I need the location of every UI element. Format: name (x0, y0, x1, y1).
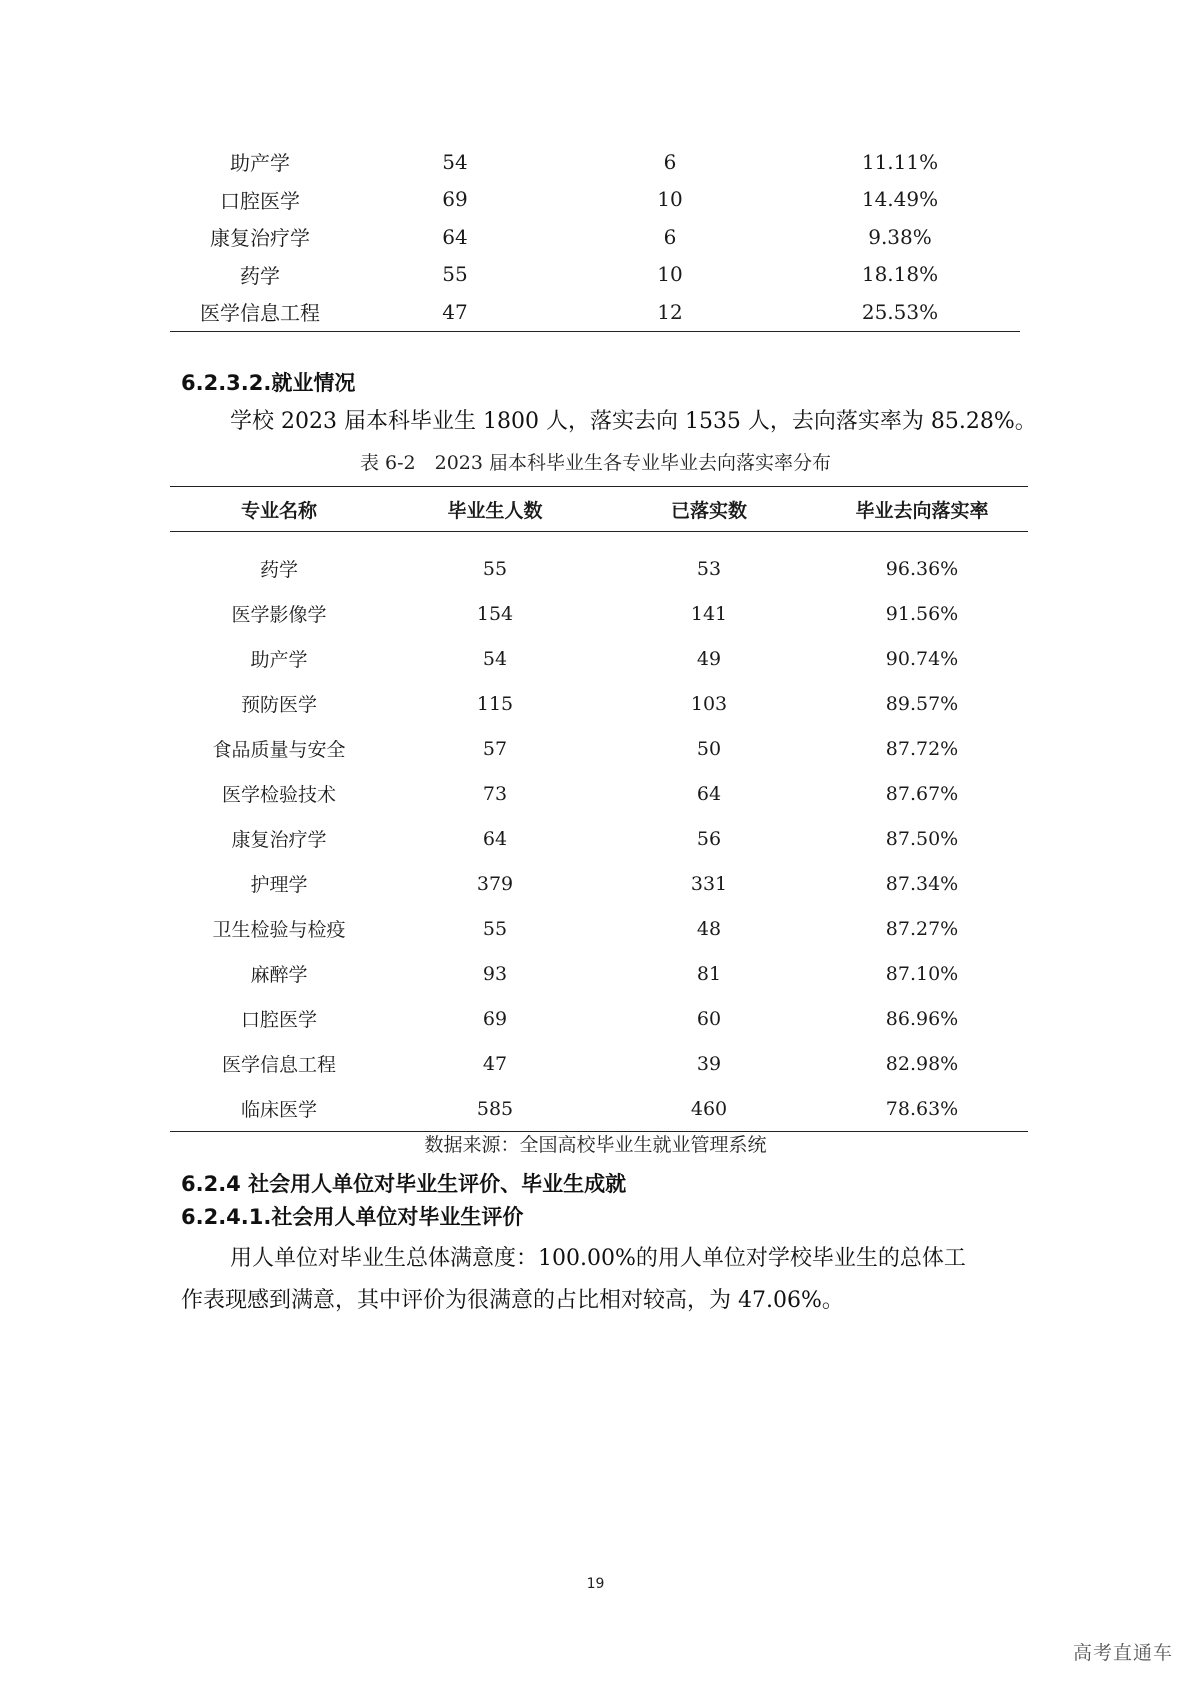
table-row (170, 1041, 1028, 1086)
table-row (170, 218, 1020, 256)
table-row (170, 861, 1028, 906)
table-row (170, 293, 1020, 331)
table-header (170, 487, 1028, 532)
rate-cell: 9.38% (868, 224, 932, 249)
rate-cell: 78.63% (816, 1086, 1028, 1132)
major-name-cell: 食品质量与安全 (212, 739, 346, 761)
rate-cell: 87.27% (885, 917, 959, 940)
table-row (170, 816, 1028, 861)
data-source-note: 数据来源：全国高校毕业生就业管理系统 (424, 1134, 767, 1156)
rate-cell: 86.96% (885, 1007, 959, 1030)
rate-cell: 87.67% (885, 782, 959, 805)
placed-cell: 141 (690, 602, 728, 625)
placed-cell: 53 (696, 557, 722, 580)
placed-cell: 103 (690, 692, 728, 715)
rate-cell: 18.18% (861, 262, 939, 287)
graduates-cell: 379 (476, 872, 514, 895)
rate-cell: 87.50% (885, 827, 959, 850)
graduates-cell: 47 (482, 1052, 508, 1075)
rate-cell: 87.72% (885, 737, 959, 760)
graduates-cell: 115 (476, 692, 514, 715)
table-row (170, 181, 1020, 219)
employment-rate-table (170, 486, 1028, 1132)
placed-cell: 64 (696, 782, 722, 805)
graduates-cell: 55 (482, 557, 508, 580)
rate-cell: 25.53% (780, 293, 1020, 331)
graduates-cell: 73 (482, 782, 508, 805)
table-row (170, 726, 1028, 771)
major-name-cell: 口腔医学 (240, 1009, 317, 1031)
table-row (170, 681, 1028, 726)
table-row (170, 951, 1028, 996)
major-name-cell: 医学信息工程 (170, 293, 350, 331)
table-row (170, 996, 1028, 1041)
table-row (170, 143, 1020, 181)
table-row (170, 906, 1028, 951)
header-graduates: 毕业生人数 (388, 487, 602, 532)
placed-cell: 50 (696, 737, 722, 760)
rate-cell: 89.57% (885, 692, 959, 715)
graduates-cell: 585 (388, 1086, 602, 1132)
table-row (170, 591, 1028, 636)
major-name-cell: 助产学 (250, 649, 308, 671)
placed-cell: 331 (690, 872, 728, 895)
header-major-name: 专业名称 (170, 487, 388, 532)
major-name-cell: 助产学 (230, 151, 290, 176)
major-name-cell: 卫生检验与检疫 (212, 919, 346, 941)
section-heading-employer-evaluation: 6.2.4 社会用人单位对毕业生评价、毕业生成就 (181, 1172, 627, 1196)
table-caption: 表 6-2 2023 届本科毕业生各专业毕业去向落实率分布 (359, 452, 832, 474)
evaluation-paragraph-line1: 用人单位对毕业生总体满意度：100.00%的用人单位对学校毕业生的总体工 (230, 1246, 966, 1271)
rate-cell: 91.56% (885, 602, 959, 625)
table-row (170, 636, 1028, 681)
major-name-cell: 药学 (259, 559, 298, 581)
major-name-cell: 医学检验技术 (221, 784, 336, 806)
rate-cell: 96.36% (885, 557, 959, 580)
placed-cell: 49 (696, 647, 722, 670)
rate-cell: 90.74% (885, 647, 959, 670)
table-row (170, 771, 1028, 816)
graduates-cell: 54 (482, 647, 508, 670)
count-cell: 6 (663, 149, 677, 174)
count-cell: 10 (657, 262, 683, 287)
graduates-cell: 54 (442, 149, 468, 174)
table-row (170, 532, 1028, 592)
count-cell: 10 (657, 187, 683, 212)
major-name-cell: 康复治疗学 (210, 226, 310, 251)
graduates-cell: 57 (482, 737, 508, 760)
graduates-cell: 69 (442, 187, 468, 212)
graduates-cell: 47 (350, 293, 560, 331)
rate-cell: 87.34% (885, 872, 959, 895)
evaluation-paragraph-line2: 作表现感到满意，其中评价为很满意的占比相对较高，为 47.06%。 (181, 1288, 844, 1313)
header-placement-rate: 毕业去向落实率 (816, 487, 1028, 532)
header-placed: 已落实数 (602, 487, 816, 532)
placed-cell: 56 (696, 827, 722, 850)
graduates-cell: 55 (442, 262, 468, 287)
continued-table (170, 143, 1020, 332)
major-name-cell: 临床医学 (170, 1086, 388, 1132)
graduates-cell: 69 (482, 1007, 508, 1030)
major-name-cell: 护理学 (250, 874, 308, 896)
page-number: 19 (586, 1576, 605, 1592)
table-header-row (170, 487, 1028, 532)
graduates-cell: 64 (482, 827, 508, 850)
placed-cell: 39 (696, 1052, 722, 1075)
graduates-cell: 64 (442, 224, 468, 249)
graduates-cell: 55 (482, 917, 508, 940)
major-name-cell: 预防医学 (240, 694, 317, 716)
placed-cell: 60 (696, 1007, 722, 1030)
major-name-cell: 麻醉学 (250, 964, 308, 986)
placed-cell: 48 (696, 917, 722, 940)
count-cell: 12 (560, 293, 780, 331)
rate-cell: 14.49% (861, 187, 939, 212)
table-row (170, 1086, 1028, 1132)
table-body (170, 532, 1028, 1132)
continued-table-body (170, 143, 1020, 331)
graduates-cell: 154 (476, 602, 514, 625)
placed-cell: 460 (602, 1086, 816, 1132)
placed-cell: 81 (696, 962, 722, 985)
table-row (170, 256, 1020, 294)
rate-cell: 82.98% (885, 1052, 959, 1075)
major-name-cell: 医学信息工程 (221, 1054, 336, 1076)
rate-cell: 11.11% (861, 149, 939, 174)
major-name-cell: 医学影像学 (231, 604, 327, 626)
count-cell: 6 (663, 224, 677, 249)
employment-paragraph: 学校 2023 届本科毕业生 1800 人，落实去向 1535 人，去向落实率为 85.28%。 (230, 409, 1037, 434)
major-name-cell: 药学 (240, 263, 280, 288)
subsection-heading-employer-evaluation: 6.2.4.1.社会用人单位对毕业生评价 (181, 1205, 524, 1229)
watermark: 高考直通车 (1072, 1642, 1173, 1664)
rate-cell: 87.10% (885, 962, 959, 985)
major-name-cell: 口腔医学 (220, 188, 300, 213)
graduates-cell: 93 (482, 962, 508, 985)
section-heading-employment: 6.2.3.2.就业情况 (181, 371, 356, 395)
major-name-cell: 康复治疗学 (231, 829, 327, 851)
